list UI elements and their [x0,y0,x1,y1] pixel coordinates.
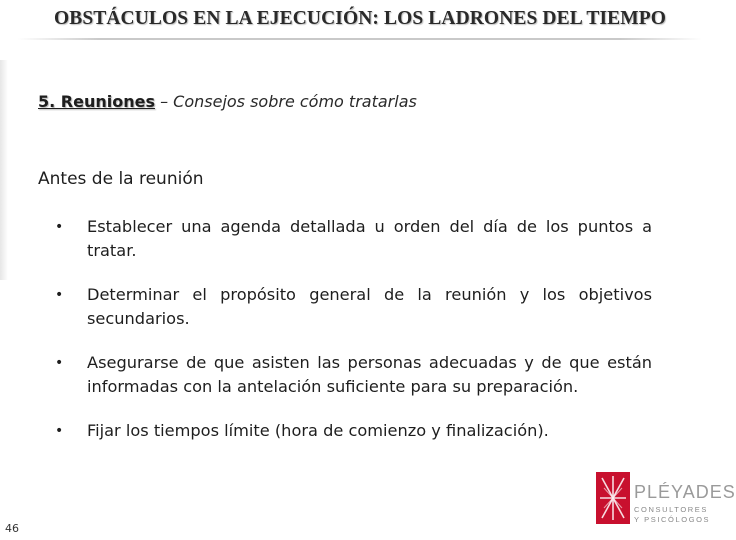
logo-subtitle-line1: CONSULTORES [634,505,709,514]
logo-title: PLÉYADES [634,482,736,502]
slide-title: OBSTÁCULOS EN LA EJECUCIÓN: LOS LADRONES DEL TIEMPO [53,8,667,29]
bullet-text: Fijar los tiempos límite (hora de comienzo y finalización). [87,421,549,440]
title-divider [18,38,702,40]
bullet-list [52,215,652,463]
bullet-text: Determinar el propósito general de la reunión y los objetivos secundarios. [87,285,652,328]
bullet-text: Asegurarse de que asisten las personas adecuadas y de que están informadas con la antelación suficiente para su preparación. [87,353,652,396]
company-logo [596,472,736,528]
bullet-item [52,215,652,263]
slide-subtitle [38,92,417,111]
left-edge-shadow [0,60,8,280]
page-number: 46 [5,522,19,535]
bullet-icon: • [55,355,64,371]
subtitle-topic: 5. Reuniones [38,92,155,111]
bullet-text: Establecer una agenda detallada u orden del día de los puntos a tratar. [87,217,652,260]
logo-mark-icon [596,472,630,524]
logo-subtitle-line2: Y PSICÓLOGOS [634,515,711,524]
bullet-item [52,283,652,331]
bullet-item [52,419,652,443]
bullet-icon: • [55,287,64,303]
bullet-icon: • [55,423,64,439]
bullet-item [52,351,652,399]
subtitle-description: – Consejos sobre cómo tratarlas [154,92,417,111]
bullet-icon: • [55,219,64,235]
section-heading: Antes de la reunión [38,169,204,189]
